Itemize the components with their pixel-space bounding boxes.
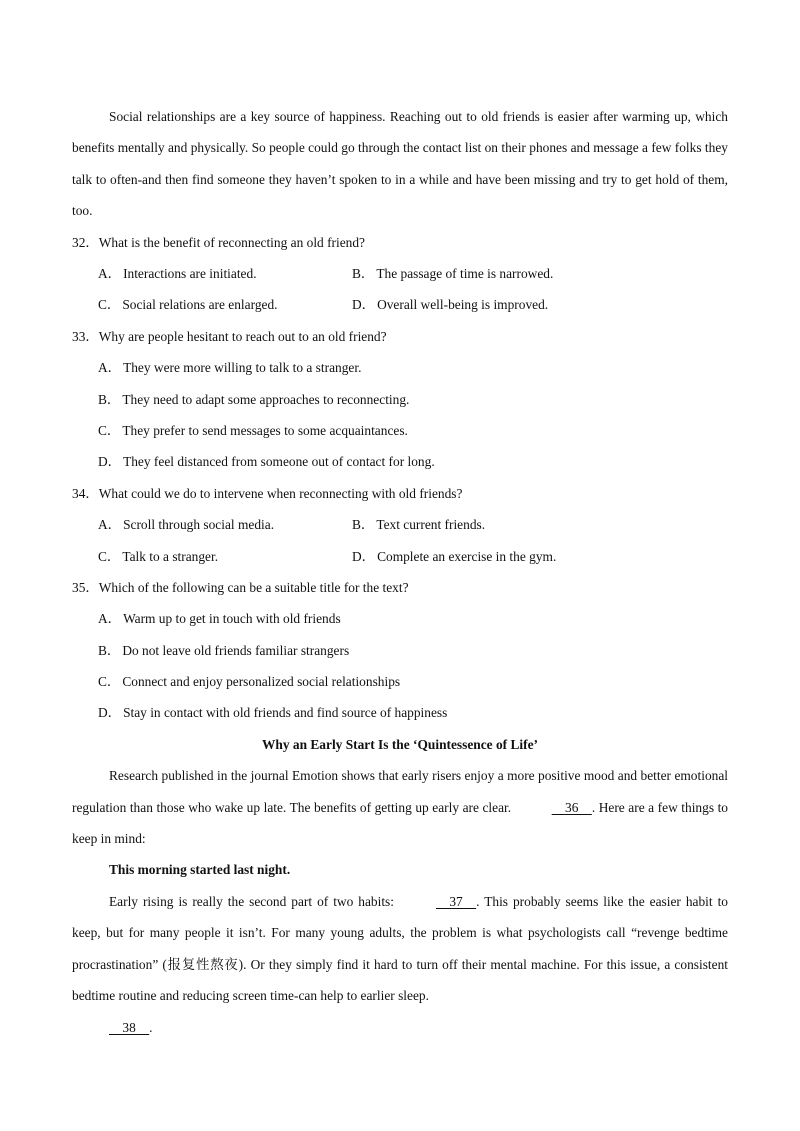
question-number: 33． <box>72 328 99 344</box>
document-page <box>72 101 728 1043</box>
option-b[interactable]: B． The passage of time is narrowed. <box>352 266 554 282</box>
question-text: What is the benefit of reconnecting an old friend? <box>98 234 365 250</box>
option-d[interactable]: D． Stay in contact with old friends and find source of happiness <box>98 705 448 721</box>
option-c[interactable]: C． Social relations are enlarged. <box>98 297 278 313</box>
option-b[interactable]: B． Text current friends. <box>352 517 486 533</box>
question-text: Why are people hesitant to reach out to an old friend? <box>98 328 387 344</box>
question-32 <box>72 227 728 321</box>
question-number: 32． <box>72 234 99 250</box>
intro-paragraph: Social relationships are a key source of happiness. Reaching out to old friends is easier after warming up, which benefits mentally and physically. So people could go through the contact list on their phones and message a few folks they talk to often-and then find someone they haven’t spoken to in a while and have been missing and try to get hold of them, too. <box>72 109 728 219</box>
blank-37[interactable]: 37 <box>435 893 477 909</box>
question-35 <box>72 572 728 729</box>
option-a[interactable]: A． Scroll through social media. <box>98 517 275 533</box>
blank-38[interactable]: 38 <box>109 1019 150 1035</box>
option-b[interactable]: B． They need to adapt some approaches to reconnecting. <box>98 391 410 407</box>
option-a[interactable]: A． Interactions are initiated. <box>98 266 257 282</box>
question-number: 34． <box>72 485 99 501</box>
question-text: What could we do to intervene when reconnecting with old friends? <box>98 485 463 501</box>
blank-36[interactable]: 36 <box>551 799 592 815</box>
passage2-paragraph-1: Research published in the journal Emotion shows that early risers enjoy a more positive mood and better emotional regulation than those who wake up late. The benefits of getting up early are clear. 36 . Here are a few things to keep in mind: <box>72 768 728 847</box>
option-a[interactable]: A． Warm up to get in touch with old friends <box>98 611 341 627</box>
question-34 <box>72 478 728 572</box>
passage2-paragraph-2: Early rising is really the second part of two habits: 37 . This probably seems like the easier habit to keep, but for many people it isn’t. For many young adults, the problem is what psychologists call “revenge bedtime procrastination” (报复性熬夜). Or they simply find it hard to turn off their mental machine. For this issue, a consistent bedtime routine and reducing screen time-can help to earlier sleep. <box>72 886 728 1012</box>
passage-title: Why an Early Start Is the ‘Quintessence of Life’ <box>262 736 538 752</box>
option-b[interactable]: B． Do not leave old friends familiar strangers <box>98 642 350 658</box>
option-c[interactable]: C． They prefer to send messages to some acquaintances. <box>98 422 408 438</box>
option-c[interactable]: C． Talk to a stranger. <box>98 548 219 564</box>
option-a[interactable]: A． They were more willing to talk to a stranger. <box>98 360 362 376</box>
option-d[interactable]: D． Overall well-being is improved. <box>352 297 549 313</box>
question-text: Which of the following can be a suitable title for the text? <box>98 579 409 595</box>
question-number: 35． <box>72 579 99 595</box>
question-33 <box>72 321 728 478</box>
subheading: This morning started last night. <box>109 862 291 878</box>
blank-38-line: 38 . <box>72 1012 728 1043</box>
option-d[interactable]: D． Complete an exercise in the gym. <box>352 548 557 564</box>
option-c[interactable]: C． Connect and enjoy personalized social relationships <box>98 674 401 690</box>
option-d[interactable]: D． They feel distanced from someone out of contact for long. <box>98 454 435 470</box>
